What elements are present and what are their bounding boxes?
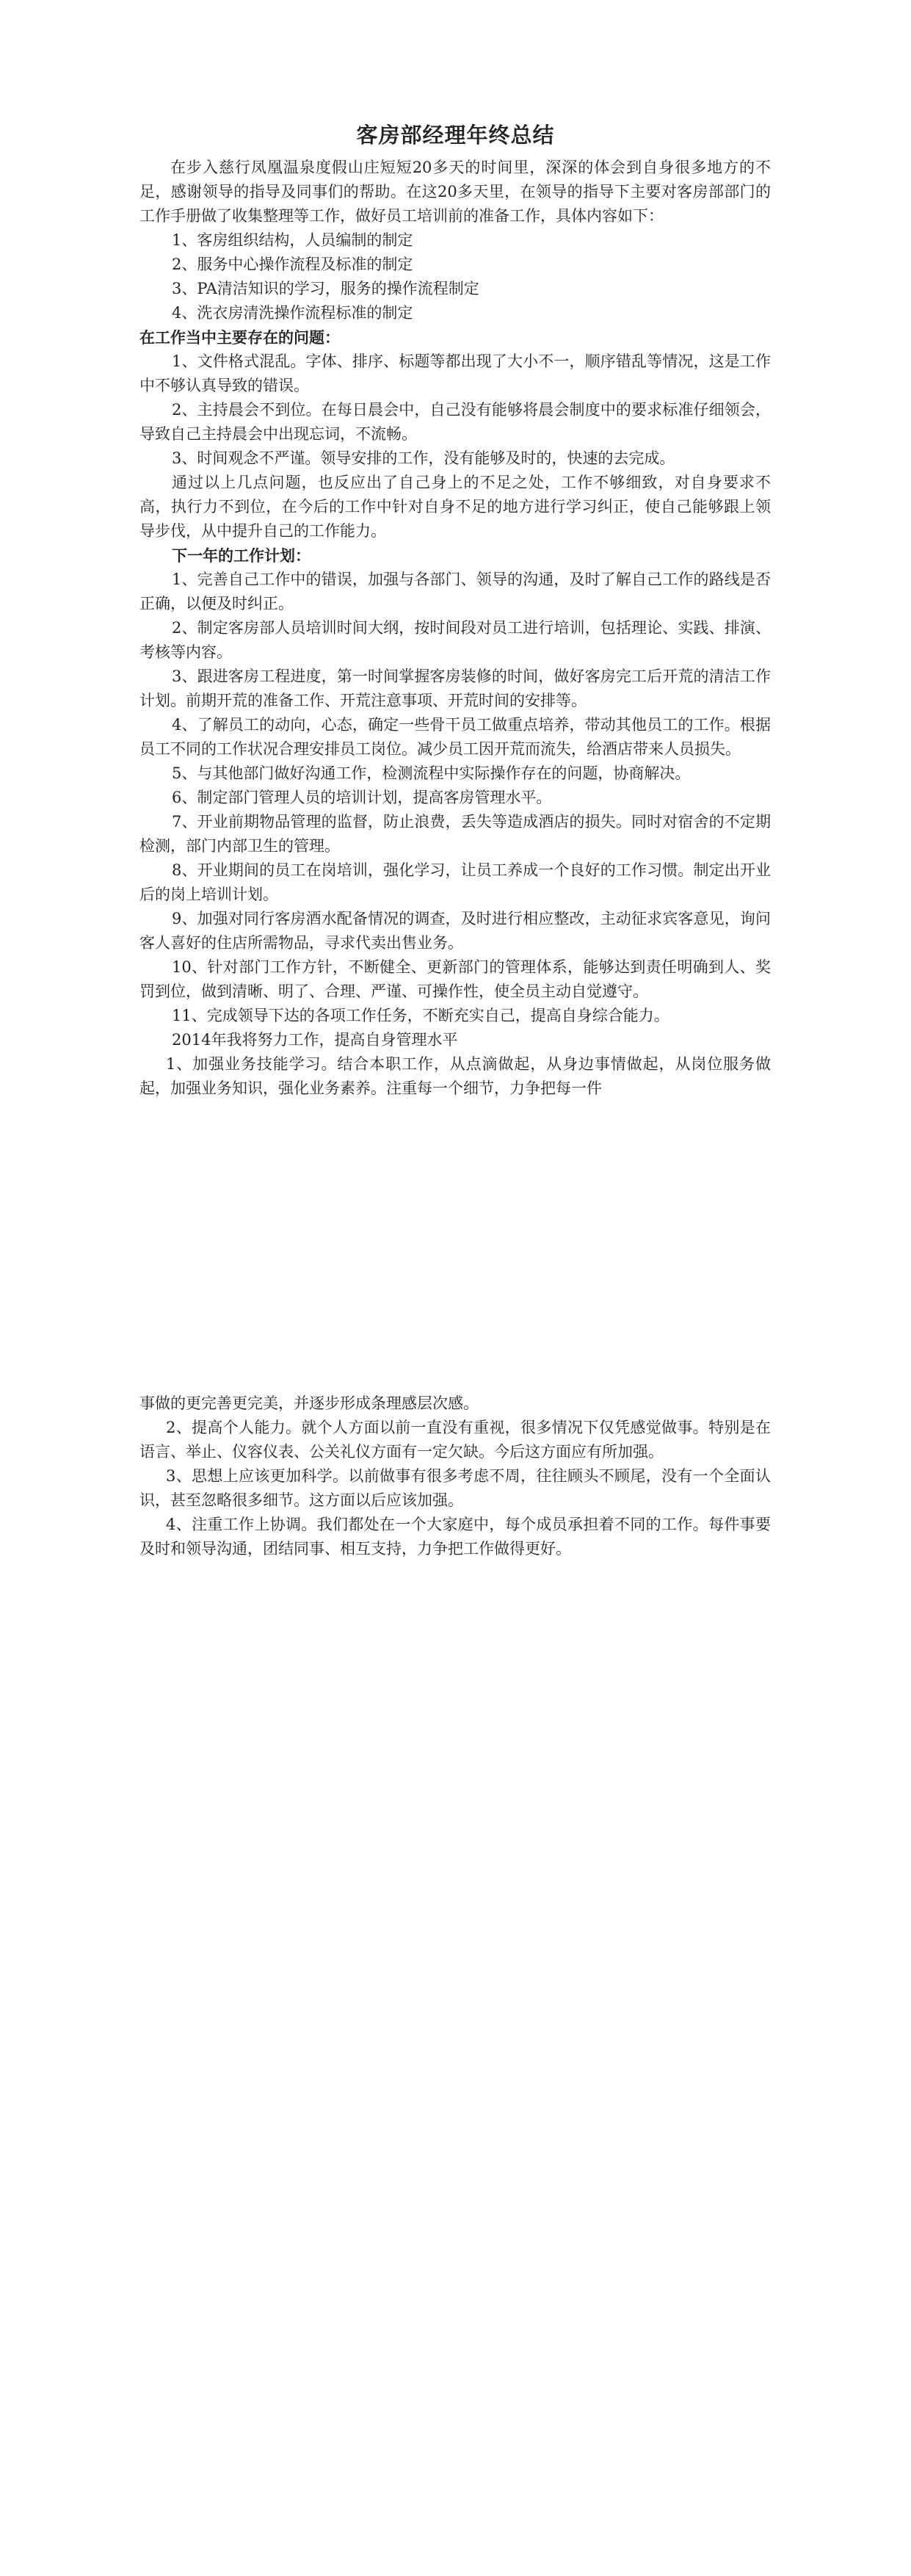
plan-item: 3、跟进客房工程进度，第一时间掌握客房装修的时间，做好客房完工后开荒的清洁工作计划。前期开荒的准备工作、开荒注意事项、开荒时间的安排等。 (139, 667, 771, 709)
plan-item: 5、与其他部门做好沟通工作，检测流程中实际操作存在的问题，协商解决。 (172, 764, 691, 782)
document-body-bottom (139, 1392, 771, 1561)
intro-item: 3、PA清洁知识的学习，服务的操作流程制定 (172, 280, 479, 297)
intro-paragraph: 在步入慈行凤凰温泉度假山庄短短20多天的时间里，深深的体会到自身很多地方的不足，感谢领导的指导及同事们的帮助。在这20多天里，在领导的指导下主要对客房部部门的工作手册做了收集整理等工作，做好员工培训前的准备工作，具体内容如下： (139, 159, 771, 225)
problem-item: 2、主持晨会不到位。在每日晨会中，自己没有能够将晨会制度中的要求标准仔细领会，导致自己主持晨会中出现忘词，不流畅。 (139, 401, 771, 443)
plan-item: 2、制定客房部人员培训时间大纲，按时间段对员工进行培训，包括理论、实践、排演、考核等内容。 (139, 619, 771, 661)
plan-item: 9、加强对同行客房酒水配备情况的调查，及时进行相应整改，主动征求宾客意见，询问客人喜好的住店所需物品，寻求代卖出售业务。 (139, 910, 771, 952)
goal-item-continuation: 事做的更完善更完美，并逐步形成条理感层次感。 (139, 1394, 479, 1412)
plan-item: 8、开业期间的员工在岗培训，强化学习，让员工养成一个良好的工作习惯。制定出开业后的岗上培训计划。 (139, 861, 771, 903)
plan-item: 1、完善自己工作中的错误，加强与各部门、领导的沟通，及时了解自己工作的路线是否正确，以便及时纠正。 (139, 571, 771, 612)
plan-heading: 下一年的工作计划： (172, 546, 311, 565)
goal-item: 4、注重工作上协调。我们都处在一个大家庭中，每个成员承担着不同的工作。每件事要及时和领导沟通，团结同事、相互支持，力争把工作做得更好。 (139, 1516, 771, 1557)
goal-item: 2、提高个人能力。就个人方面以前一直没有重视，很多情况下仅凭感觉做事。特别是在语言、举止、仪容仪表、公关礼仪方面有一定欠缺。今后这方面应有所加强。 (139, 1419, 771, 1461)
problem-item: 3、时间观念不严谨。领导安排的工作，没有能够及时的，快速的去完成。 (172, 449, 675, 467)
reflection-paragraph: 通过以上几点问题，也反应出了自己身上的不足之处，工作不够细致，对自身要求不高，执行力不到位，在今后的工作中针对自身不足的地方进行学习纠正，使自己能够跟上领导步伐，从中提升自己的工作能力。 (139, 474, 771, 540)
problem-item: 1、文件格式混乱。字体、排序、标题等都出现了大小不一，顺序错乱等情况，这是工作中不够认真导致的错误。 (139, 352, 771, 394)
plan-item: 4、了解员工的动向，心态，确定一些骨干员工做重点培养，带动其他员工的工作。根据员工不同的工作状况合理安排员工岗位。减少员工因开荒而流失，给酒店带来人员损失。 (139, 716, 771, 758)
problems-heading: 在工作当中主要存在的问题： (139, 328, 340, 347)
plan-item: 10、针对部门工作方针，不断健全、更新部门的管理体系，能够达到责任明确到人、奖罚到位，做到清晰、明了、合理、严谨、可操作性，使全员主动自觉遵守。 (139, 958, 771, 1000)
goal-heading: 2014年我将努力工作，提高自身管理水平 (172, 1031, 458, 1049)
plan-item: 11、完成领导下达的各项工作任务，不断充实自己，提高自身综合能力。 (172, 1007, 669, 1024)
intro-item: 4、洗衣房清洗操作流程标准的制定 (172, 304, 413, 322)
plan-item: 6、制定部门管理人员的培训计划，提高客房管理水平。 (172, 789, 552, 806)
intro-item: 1、客房组织结构，人员编制的制定 (172, 231, 413, 249)
document-title: 客房部经理年终总结 (356, 123, 555, 148)
intro-item: 2、服务中心操作流程及标准的制定 (172, 256, 413, 273)
document-body-top (139, 156, 771, 1101)
goal-item: 1、加强业务技能学习。结合本职工作，从点滴做起，从身边事情做起，从岗位服务做起，加强业务知识，强化业务素养。注重每一个细节，力争把每一件 (139, 1055, 771, 1097)
goal-item: 3、思想上应该更加科学。以前做事有很多考虑不周，往往顾头不顾尾，没有一个全面认识，甚至忽略很多细节。这方面以后应该加强。 (139, 1467, 771, 1509)
plan-item: 7、开业前期物品管理的监督，防止浪费，丢失等造成酒店的损失。同时对宿舍的不定期检测，部门内部卫生的管理。 (139, 813, 771, 855)
